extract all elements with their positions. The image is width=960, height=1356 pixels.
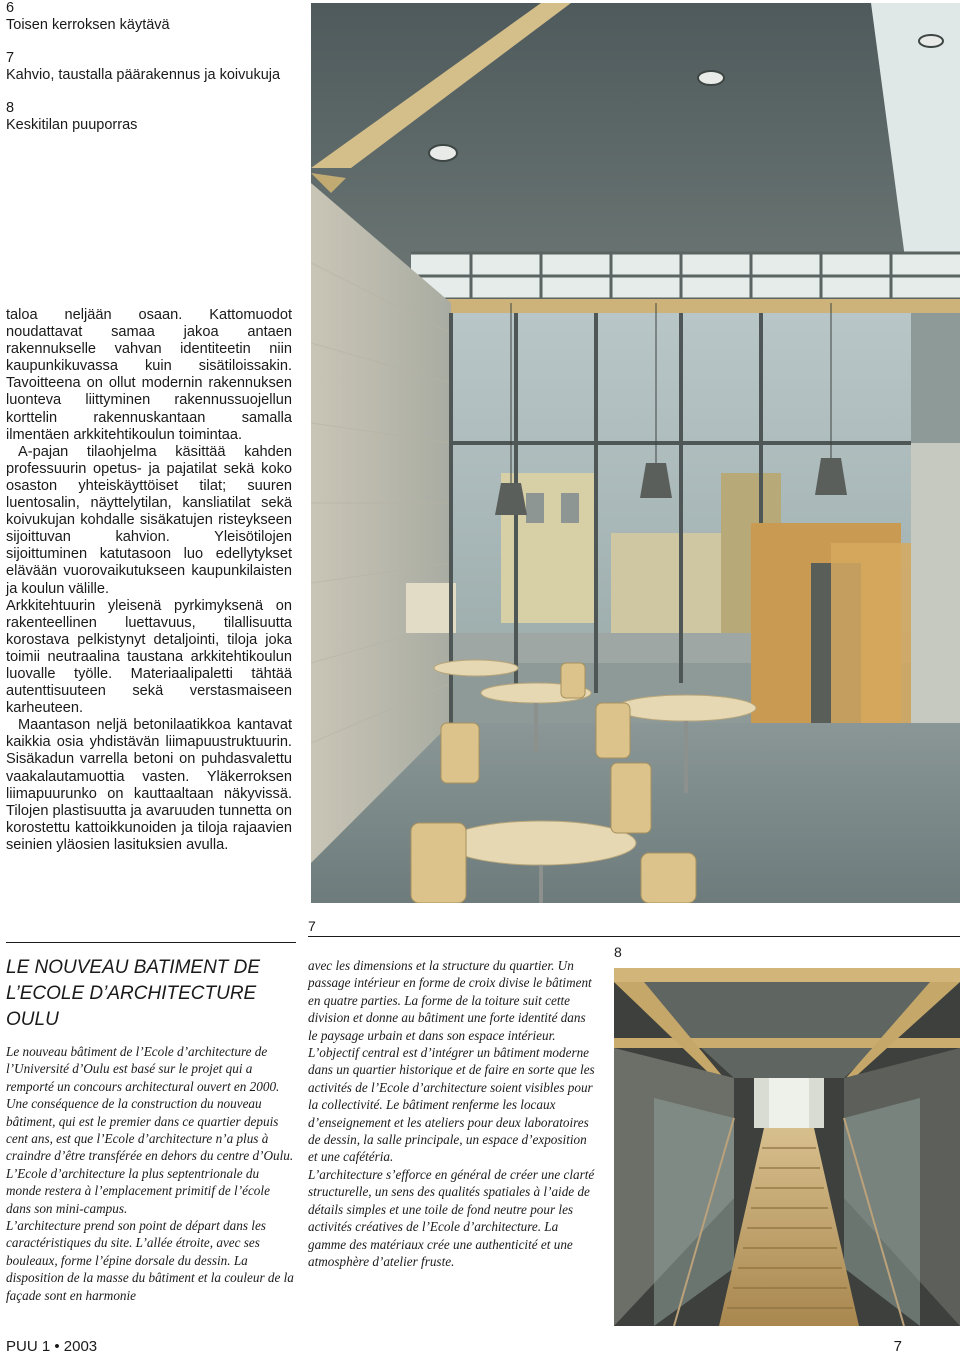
page-number: 7 — [893, 1338, 902, 1355]
french-text-column-right — [308, 957, 598, 1270]
title-line: L’ECOLE D’ARCHITECTURE — [6, 983, 257, 1004]
caption-number: 7 — [6, 50, 15, 66]
caption-number: 8 — [6, 100, 15, 116]
french-article-title — [6, 955, 296, 1033]
finnish-body-text — [6, 307, 292, 854]
figure-label-8: 8 — [614, 944, 622, 960]
captions — [6, 0, 296, 150]
paragraph: Le nouveau bâtiment de l’Ecole d’architecture de l’Université d’Oulu est basé sur le projet qui a remporté un concours architectural ouvert en 2000. Une conséquence de la construction du nouveau bâtiment, qui est le premier dans ce quartier depuis cent ans, est que l’Ecole d’architecture n’a plus à craindre d’être transférée en dehors du centre d’Oulu. L’Ecole d’architecture la plus septentrionale du monde restera à l’emplacement primitif de l’école dans son mini-campus. — [6, 1044, 294, 1216]
figure-label-7: 7 — [308, 918, 316, 934]
paragraph: Maantason neljä betonilaatikkoa kantavat kaikkia osia yhdistävän liimapuustruktuurin. Sisäkadun varrella betoni on puhdasvalettu vaakalautamuottia vasten. Yläkerroksen liimapuurunko on kauttaaltaan näkyvissä. Tilojen plastisuutta ja avaruuden tunnetta on korostettu kattoikkunoiden ja tiloja rajaavien seinien yläosien lasituksien avulla. — [6, 717, 292, 853]
paragraph: Arkkitehtuurin yleisenä pyrkimyksenä on rakenteellinen luettavuus, tilallisuutta korostava pelkistynyt detaljointi, tiloja joka toimii neutraalina taustana arkkitehtikoulun luovalle työlle. Materiaalipaletti tähtää autenttisuuteen sekä verstasmaiseen karheuteen. — [6, 597, 292, 717]
paragraph: avec les dimensions et la structure du quartier. Un passage intérieur en forme de croix divise le bâtiment en quatre parties. La forme de la toiture suit cette division et donne au bâtiment une forte identité dans le paysage urbain et dans son espace intérieur. L’objectif central est d’intégrer un bâtiment moderne dans un quartier historique et de faire en sorte que les activités de l’Ecole d’architecture soient visibles pour la collectivité. Le bâtiment renferme les locaux d’enseignement et les ateliers pour deux laboratoires de dessin, la salle principale, un espace d’exposition et une cafétéria. — [308, 958, 595, 1165]
caption-text: Toisen kerroksen käytävä — [6, 17, 170, 33]
paragraph: L’architecture s’efforce en général de créer une clarté structurelle, un sens des qualités spatiales à l’aide de détails simples et une toile de fond neutre pour les activités créatives de l’Ecole d’architecture. La gamme des matériaux crée une authenticité et une atmosphère d’atelier fruste. — [308, 1166, 595, 1269]
divider — [6, 942, 296, 943]
paragraph: A-pajan tilaohjelma käsittää kahden professuurin opetus- ja pajatilat sekä koko osaston yhteiskäyttöiset tilat; suuren luentosalin, näyttelytilan, kansliatilat sekä koivukujan kohdalle sisäkatujen risteykseen sijoittuvan kahvion. Yleisötilojen sijoittuminen katutasoon luo edellytykset elävään vuorovaikutukseen kaupunkilaisten ja koulun välille. — [6, 443, 292, 597]
caption-number: 6 — [6, 0, 15, 16]
paragraph: L’architecture prend son point de départ dans les caractéristiques du site. L’allée étroite, avec ses bouleaux, forme l’épine dorsale du dessin. La disposition de la masse du bâtiment et la couleur de la façade sont en harmonie — [6, 1218, 294, 1303]
title-line: LE NOUVEAU BATIMENT DE — [6, 957, 261, 978]
caption-8 — [6, 100, 296, 134]
cafeteria-photo — [311, 3, 960, 903]
staircase-photo — [614, 968, 960, 1326]
caption-6 — [6, 0, 296, 34]
caption-text: Keskitilan puuporras — [6, 117, 138, 133]
divider — [308, 936, 960, 937]
caption-text: Kahvio, taustalla päärakennus ja koivukuja — [6, 67, 281, 83]
paragraph: taloa neljään osaan. Kattomuodot noudattavat samaa jakoa antaen rakennukselle vahvan identiteetin niin kaupunkikuvassa kuin sisätiloissakin. Tavoitteena on ollut modernin rakennuksen luonteva liittyminen rakennussuojellun korttelin rakennuskantaan samalla ilmentäen arkkitehtikoulun toimintaa. — [6, 307, 292, 443]
french-text-column-left — [6, 1043, 296, 1304]
footer-publication: PUU 1 • 2003 — [6, 1338, 98, 1355]
title-line: OULU — [6, 1009, 59, 1030]
caption-7 — [6, 50, 296, 84]
